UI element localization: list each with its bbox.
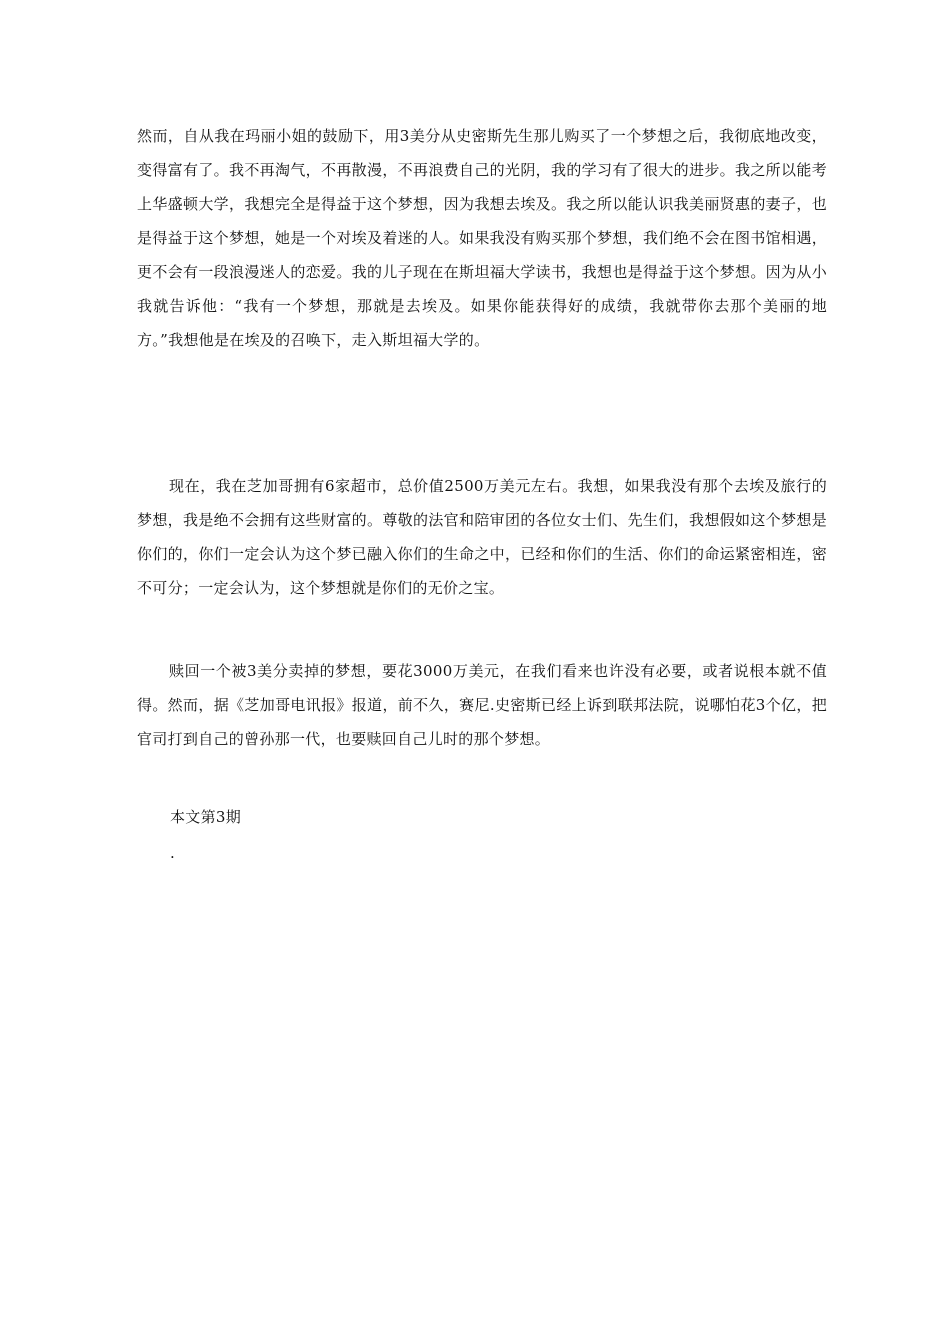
paragraph-3: 赎回一个被3美分卖掉的梦想，要花3000万美元，在我们看来也许没有必要，或者说根本就不值得。然而，据《芝加哥电讯报》报道，前不久，赛尼.史密斯已经上诉到联邦法院，说哪怕花3个亿，把官司打到自己的曾孙那一代，也要赎回自己儿时的那个梦想。 bbox=[137, 662, 827, 748]
issue-note: 本文第3期 bbox=[170, 808, 242, 826]
paragraph-2: 现在，我在芝加哥拥有6家超市，总价值2500万美元左右。我想，如果我没有那个去埃及旅行的梦想，我是绝不会拥有这些财富的。尊敬的法官和陪审团的各位女士们、先生们，我想假如这个梦想是你们的，你们一定会认为这个梦已融入你们的生命之中，已经和你们的生活、你们的命运紧密相连，密不可分；一定会认为，这个梦想就是你们的无价之宝。 bbox=[137, 477, 827, 597]
paragraph-1: 然而，自从我在玛丽小姐的鼓励下，用3美分从史密斯先生那儿购买了一个梦想之后，我彻底地改变，变得富有了。我不再淘气，不再散漫，不再浪费自己的光阴，我的学习有了很大的进步。我之所以能考上华盛顿大学，我想完全是得益于这个梦想，因为我想去埃及。我之所以能认识我美丽贤惠的妻子，也是得益于这个梦想，她是一个对埃及着迷的人。如果我没有购买那个梦想，我们绝不会在图书馆相遇，更不会有一段浪漫迷人的恋爱。我的儿子现在在斯坦福大学读书，我想也是得益于这个梦想。因为从小我就告诉他：“我有一个梦想，那就是去埃及。如果你能获得好的成绩，我就带你去那个美丽的地方。”我想他是在埃及的召唤下，走入斯坦福大学的。 bbox=[137, 127, 827, 349]
trailing-mark: . bbox=[170, 844, 176, 862]
